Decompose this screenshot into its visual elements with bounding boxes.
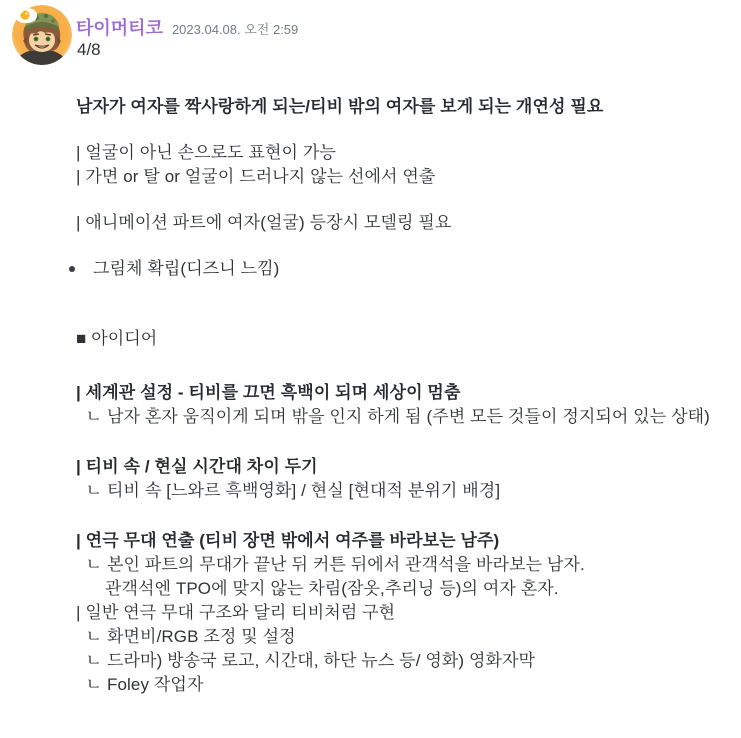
message-line: ㄴ 본인 파트의 무대가 끝난 뒤 커튼 뒤에서 관객석을 바라보는 남자.	[76, 555, 585, 574]
message-line: ㄴ 드라마) 방송국 로고, 시간대, 하단 뉴스 등/ 영화) 영화자막	[76, 651, 536, 670]
message-line: ■ 아이디어	[76, 329, 158, 348]
message-line: | 애니메이션 파트에 여자(얼굴) 등장시 모델링 필요	[76, 213, 452, 232]
message-paragraph	[76, 529, 726, 697]
message-header	[76, 14, 298, 40]
message-line: | 연극 무대 연출 (티비 장면 밖에서 여주를 바라보는 남주)	[76, 531, 500, 550]
message-paragraph	[76, 95, 726, 119]
message-line: | 일반 연극 무대 구조와 달리 티비처럼 구현	[76, 603, 396, 622]
message-content	[76, 95, 726, 697]
message-paragraph	[76, 455, 726, 503]
username[interactable]: 타이머티코	[76, 18, 163, 38]
message-line: ㄴ 티비 속 [느와르 흑백영화] / 현실 [현대적 분위기 배경]	[76, 481, 501, 500]
message-line: ㄴ Foley 작업자	[76, 675, 204, 694]
user-avatar[interactable]	[12, 5, 72, 65]
message-line: ㄴ 화면비/RGB 조정 및 설정	[76, 627, 296, 646]
message-line: ㄴ 남자 혼자 움직이게 되며 밖을 인지 하게 됨 (주변 모든 것들이 정지되어 있는 상태)	[76, 407, 710, 426]
page-indicator: 4/8	[77, 40, 101, 59]
message-paragraph	[76, 211, 726, 235]
message-line: | 얼굴이 아닌 손으로도 표현이 가능	[76, 143, 336, 162]
message-paragraph	[76, 381, 726, 429]
message-line: 관객석엔 TPO에 맞지 않는 차림(잠옷,추리닝 등)의 여자 혼자.	[76, 579, 559, 598]
avatar-illustration	[12, 5, 72, 65]
message-paragraph	[76, 141, 726, 189]
message-bullet-list	[76, 257, 726, 281]
message-line: | 티비 속 / 현실 시간대 차이 두기	[76, 457, 318, 476]
message-line: | 세계관 설정 - 티비를 끄면 흑백이 되며 세상이 멈춤	[76, 383, 461, 402]
message-paragraph	[76, 327, 726, 351]
message-line: | 가면 or 탈 or 얼굴이 드러나지 않는 선에서 연출	[76, 167, 436, 186]
bullet-item: 그림체 확립(디즈니 느낌)	[76, 257, 726, 281]
timestamp: 2023.04.08. 오전 2:59	[171, 22, 299, 37]
message-line: 남자가 여자를 짝사랑하게 되는/티비 밖의 여자를 보게 되는 개연성 필요	[76, 97, 604, 116]
